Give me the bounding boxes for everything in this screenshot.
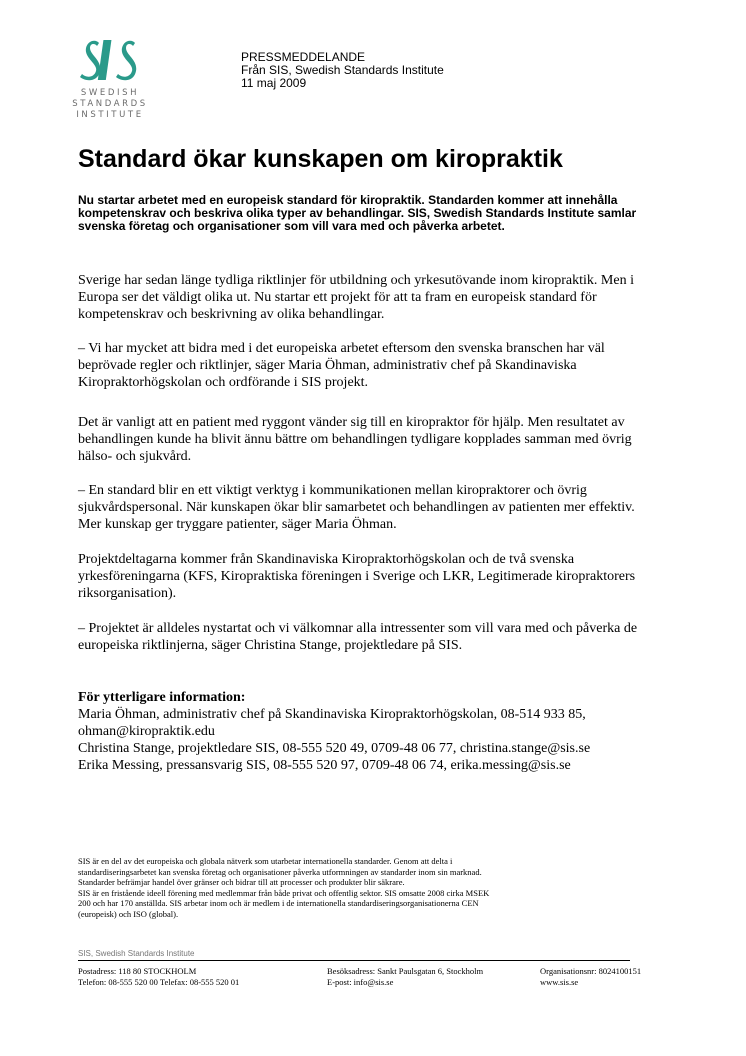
logo-text-swedish: SWEDISH	[80, 88, 140, 98]
logo-text-standards: STANDARDS	[72, 99, 148, 109]
contact-line: Maria Öhman, administrativ chef på Skandinaviska Kiropraktorhögskolan, 08-514 933 85,	[78, 707, 586, 722]
footer-visit-address: Besöksadress: Sankt Paulsgatan 6, Stockholm	[327, 966, 484, 976]
footer-postal-column	[78, 966, 239, 987]
footnote-line: 200 och har 170 anställda. SIS arbetar inom och är medlem i de internationella standardiseringsorganisationerna CEN	[78, 898, 479, 908]
footnote-line: standardiseringsarbetet kan svenska företag och organisationer påverka utformningen av standarder inom sin marknad.	[78, 866, 482, 877]
sis-logo-mark	[80, 36, 138, 84]
contact-line: ohman@kiropraktik.edu	[78, 724, 215, 739]
lead-paragraph: Nu startar arbetet med en europeisk standard för kiropraktik. Standarden kommer att innehålla kompetenskrav och beskriva olika typer av behandlingar. SIS, Swedish Standards Institute samlar svenska företag och organisationer som vill vara med och påverka arbetet.	[78, 193, 637, 233]
press-type: PRESSMEDDELANDE	[241, 50, 366, 64]
footer-email: E-post: info@sis.se	[327, 976, 394, 987]
press-from: Från SIS, Swedish Standards Institute	[241, 63, 444, 77]
footnote-line: SIS är en fristående ideell förening med medlemmar från både privat och offentlig sektor. SIS omsatte 2008 cirka MSEK	[78, 887, 490, 898]
about-sis-footnote	[78, 856, 618, 919]
body-paragraph: Sverige har sedan länge tydliga riktlinjer för utbildning och yrkesutövande inom kiropraktik. Men i Europa ser det väldigt olika ut. Nu startar ett projekt för att ta fram en europeisk standard för kompetenskrav och beskrivning av olika behandlingar.	[78, 273, 634, 322]
press-date: 11 maj 2009	[241, 76, 307, 90]
logo-text-institute: INSTITUTE	[76, 110, 144, 120]
footer-org-name: SIS, Swedish Standards Institute	[78, 949, 195, 958]
footer-divider	[78, 960, 630, 961]
body-paragraph: – En standard blir en ett viktigt verktyg i kommunikationen mellan kiropraktorer och övrig sjukvårdspersonal. När kunskapen ökar blir samarbetet och behandlingen av patienten mer effektiv. Mer kunskap ger tryggare patienter, säger Maria Öhman.	[78, 483, 635, 532]
contact-line: Erika Messing, pressansvarig SIS, 08-555 520 97, 0709-48 06 74, erika.messing@sis.se	[78, 758, 571, 773]
footer-visit-column	[327, 966, 483, 987]
footer-postal-address: Postadress: 118 80 STOCKHOLM	[78, 966, 197, 976]
footnote-line: SIS är en del av det europeiska och globala nätverk som utarbetar internationella standarder. Genom att delta i	[78, 856, 453, 866]
body-paragraph: – Projektet är alldeles nystartat och vi välkomnar alla intressenter som vill vara med och påverka de europeiska riktlinjerna, säger Christina Stange, projektledare på SIS.	[78, 621, 638, 653]
sis-logo	[70, 36, 160, 130]
press-header	[241, 51, 444, 90]
page-title: Standard ökar kunskapen om kiropraktik	[78, 145, 563, 173]
footnote-line: Standarder befrämjar handel över gränser och bidrar till att processer och produkter blir säkrare.	[78, 877, 405, 887]
body-paragraph: – Vi har mycket att bidra med i det europeiska arbetet eftersom den svenska branschen har väl beprövade regler och riktlinjer, säger Maria Öhman, administrativ chef på Skandinaviska Kiropraktorhögskolan och ordförande i SIS projekt.	[78, 341, 605, 390]
body-paragraph: Det är vanligt att en patient med ryggont vänder sig till en kiropraktor för hjälp. Men resultatet av behandlingen kunde ha blivit ännu bättre om behandlingen tydligare kopplades samman med övrig hälso- och sjukvård.	[78, 415, 632, 464]
footnote-line: (europeisk) och ISO (global).	[78, 908, 179, 919]
footer-org-number: Organisationsnr: 8024100151	[540, 966, 642, 976]
contact-section	[78, 689, 658, 774]
contact-heading: För ytterligare information:	[78, 690, 246, 705]
footer-website: www.sis.se	[540, 976, 579, 987]
footer-phone-fax: Telefon: 08-555 520 00 Telefax: 08-555 520 01	[78, 976, 240, 987]
body-paragraph: Projektdeltagarna kommer från Skandinaviska Kiropraktorhögskolan och de två svenska yrkesföreningarna (KFS, Kiropraktiska föreningen i Sverige och LKR, Legitimerade kiropraktorers riksorganisation).	[78, 552, 636, 601]
contact-line: Christina Stange, projektledare SIS, 08-555 520 49, 0709-48 06 77, christina.stange@sis.se	[78, 741, 591, 756]
footer-org-column	[540, 966, 641, 987]
